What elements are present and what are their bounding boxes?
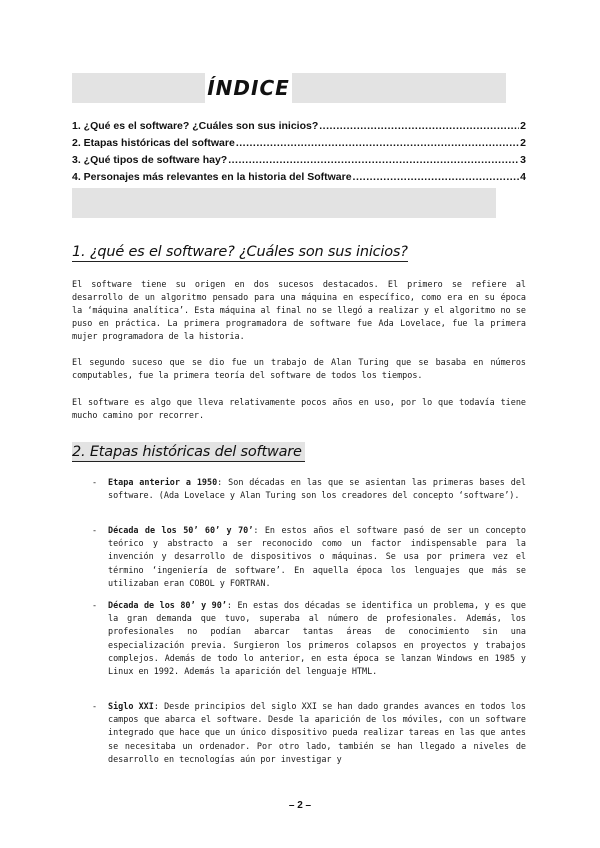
section-1-body-2 xyxy=(72,356,526,382)
paragraph: El software es algo que lleva relativamente pocos años en uso, por lo que todavía tiene mucho camino por recorrer. xyxy=(72,397,526,420)
index-header-bar-right xyxy=(292,73,506,103)
toc-entry[interactable] xyxy=(72,154,526,171)
bullet-dash: - xyxy=(92,701,98,711)
toc-entry-text: 2. Etapas históricas del software xyxy=(72,137,235,149)
bullet-dash: - xyxy=(92,600,98,610)
item-term: Década de los 80’ y 90’ xyxy=(108,600,227,610)
decorative-gray-block xyxy=(72,188,496,218)
toc-leader-dots xyxy=(353,171,520,183)
toc-leader-dots xyxy=(236,137,519,149)
toc-leader-dots xyxy=(228,154,519,166)
toc-entry[interactable] xyxy=(72,171,526,188)
bullet-dash: - xyxy=(92,525,98,535)
item-term: Etapa anterior a 1950 xyxy=(108,477,218,487)
item-term: Década de los 50’ 60’ y 70’ xyxy=(108,525,254,535)
toc-entry-text: 3. ¿Qué tipos de software hay? xyxy=(72,154,228,166)
bullet-dash: - xyxy=(92,477,98,487)
paragraph: El software tiene su origen en dos sucesos destacados. El primero se refiere al desarrollo de un algoritmo pensado para una máquina en específico, como era en su época la ‘máquina analítica’. Esta máquina al final no se llegó a realizar y el algoritmo no se puso en práctica. La primera programadora de software fue Ada Lovelace, fue la primera mujer programadora de la historia. xyxy=(72,279,526,341)
section-1-body-3 xyxy=(72,396,526,422)
item-text: : Desde principios del siglo XXI se han dado grandes avances en todos los campos que abarca el software. Desde la aparición de los móviles, con un software integrado que hace que un único dispositivo pueda realizar tareas en las que antes se necesitaba un ordenador. Por otro lado, también se han llegado a niveles de desarrollo en tecnologías aún por investigar y xyxy=(108,701,527,764)
toc-leader-dots xyxy=(319,120,519,132)
toc-entry-page: 4 xyxy=(520,171,526,183)
item-text: : En estas dos décadas se identifica un problema, y es que la gran demanda que tuvo, superaba al número de profesionales. Además, los profesionales no podían abarcar tantas áreas de conocimiento sin una especialización previa. Surgieron los primeros colapsos en proyectos y trabajos complejos. Además de todo lo anterior, en esta época se lanzan Windows en 1985 y Linux en 1992. Además la aparición del lenguaje HTML. xyxy=(108,600,526,677)
toc-entry-text: 1. ¿Qué es el software? ¿Cuáles son sus inicios? xyxy=(72,120,319,132)
toc-entry-page: 3 xyxy=(520,154,526,166)
toc-entry[interactable] xyxy=(72,137,526,154)
toc-entry-page: 2 xyxy=(520,137,526,149)
table-of-contents xyxy=(72,120,526,188)
page-number: – 2 – xyxy=(288,800,312,811)
section-2-heading: 2. Etapas históricas del software xyxy=(72,442,305,462)
item-text: : En estos años el software pasó de ser un concepto teórico y abstracto a ser reconocido como un factor indispensable para la invención y desarrollo de dispositivos o máquinas. Se usa por primera vez el término ‘ingeniería de software’. En aquella época los lenguajes que más se utilizaban eran COBOL y FORTRAN. xyxy=(108,525,527,588)
item-text: : Son décadas en las que se asientan las primeras bases del software. (Ada Lovelace y Alan Turing son los creadores del concepto ‘software’). xyxy=(108,477,526,501)
section-1-body xyxy=(72,278,526,343)
paragraph: El segundo suceso que se dio fue un trabajo de Alan Turing que se basaba en números computables, fue la primera teoría del software de todos los tiempos. xyxy=(72,357,526,380)
index-header-bar-left xyxy=(72,73,205,103)
index-title: ÍNDICE xyxy=(207,76,290,100)
item-term: Siglo XXI xyxy=(108,701,154,711)
toc-entry-page: 2 xyxy=(520,120,526,132)
section-1-heading: 1. ¿qué es el software? ¿Cuáles son sus inicios? xyxy=(72,244,408,260)
toc-entry-text: 4. Personajes más relevantes en la historia del Software xyxy=(72,171,352,183)
toc-entry[interactable] xyxy=(72,120,526,137)
